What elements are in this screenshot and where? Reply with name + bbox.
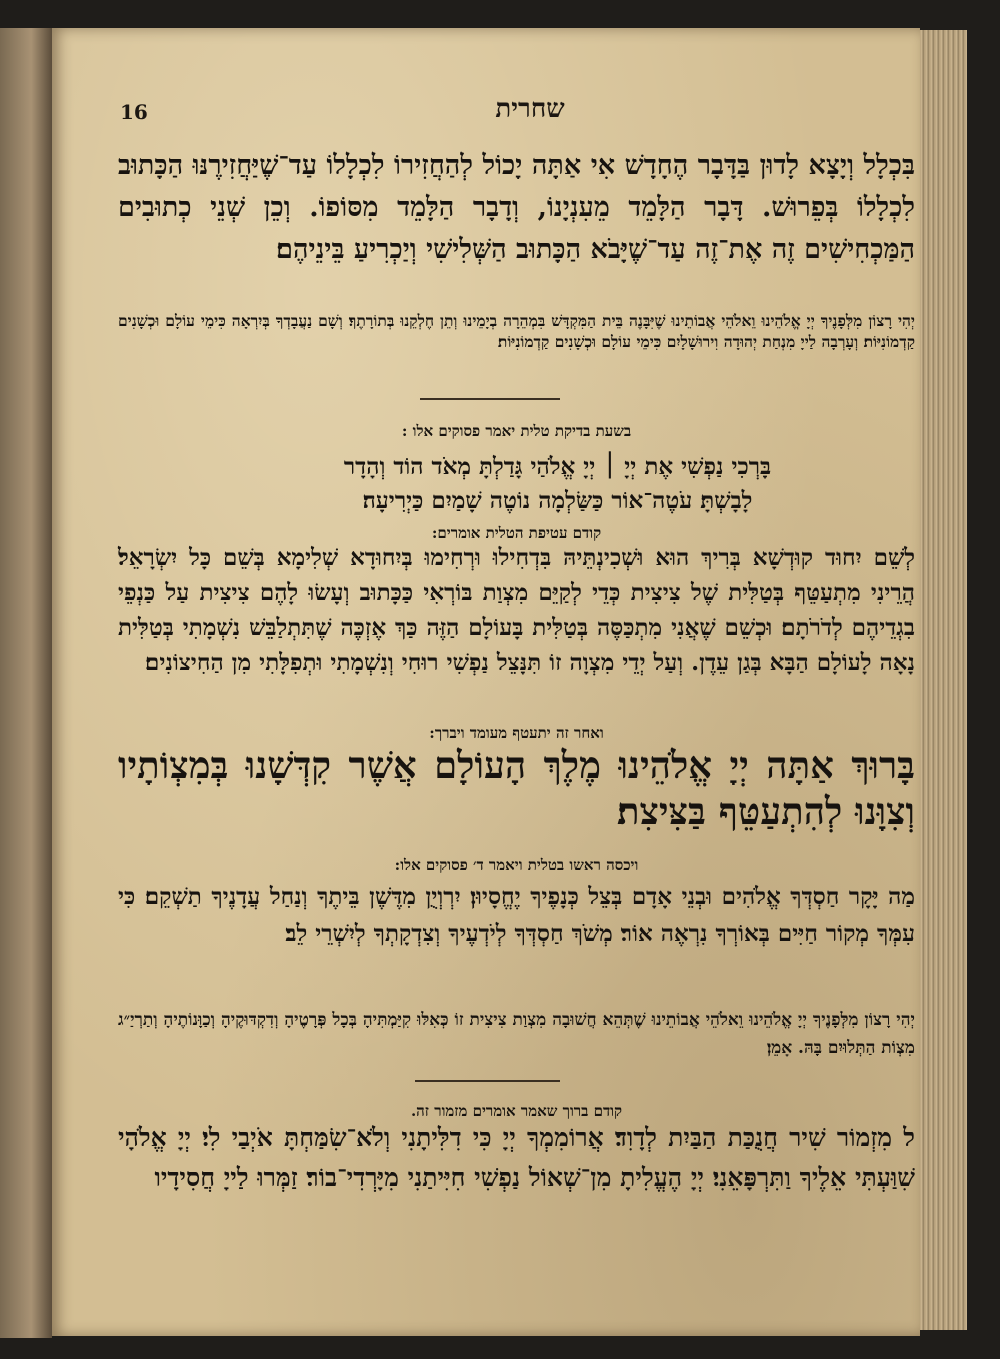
rubric-before-wrapping: קודם עטיפת הטלית אומרים:	[431, 524, 602, 542]
opening-paragraph: בִּכְלָל וְיָצָא לָדוּן בַּדָּבָר הֶחָדָשׁ אִי אַתָּה יָכוֹל לְהַחֲזִירוֹ לִכְלָלוֹ עַד־שֶׁיַּחֲזִירֶנּוּ הַכָּתוּב לִכְלָלוֹ בְּפֵרוּשׁ. דָּבָר הַלָּמֵד מֵעִנְיָנוֹ, וְדָבָר הַלָּמֵד מִסּוֹפוֹ. וְכֵן שְׁנֵי כְתוּבִים הַמַּכְחִישִׁים זֶה אֶת־זֶה עַד־שֶׁיָּבֹא הַכָּתוּב הַשְּׁלִישִׁי וְיַכְרִיעַ בֵּינֵיהֶם׃	[118, 150, 915, 265]
divider-rule-2	[415, 1080, 560, 1082]
tallit-blessing: בָּרוּךְ אַתָּה יְיָ אֱלֹהֵינוּ מֶלֶךְ הָעוֹלָם אֲשֶׁר קִדְּשָׁנוּ בְּמִצְוֹתָיו וְצִוָּנוּ לְהִתְעַטֵּף בַּצִּיצִת׃	[118, 743, 915, 833]
page-number: 16	[120, 100, 148, 124]
yehi-ratzon-tzitzit: יְהִי רָצוֹן מִלְּפָנֶיךָ יְיָ אֱלֹהֵינוּ וֵאלֹהֵי אֲבוֹתֵינוּ שֶׁתְּהֵא חֲשׁוּבָה מִצְוַת צִיצִית זוֹ כְּאִלּוּ קִיַּמְתִּיהָ בְּכָל פְּרָטֶיהָ וְדִקְדּוּקֶיהָ וְכַוָּנוֹתֶיהָ וְתַרְיַ״ג מִצְוֹת הַתְּלוּיִם בָּהּ. אָמֵן׃	[118, 1010, 915, 1058]
yehi-ratzon-temple: יְהִי רָצוֹן מִלְּפָנֶיךָ יְיָ אֱלֹהֵינוּ וֵאלֹהֵי אֲבוֹתֵינוּ שֶׁיִּבָּנֶה בֵּית הַמִּקְדָּשׁ בִּמְהֵרָה בְיָמֵינוּ וְתֵן חֶלְקֵנוּ בְּתוֹרָתֶךָ׃ וְשָׁם נַעֲבָדְךָ בְּיִרְאָה כִּימֵי עוֹלָם וּכְשָׁנִים קַדְמוֹנִיּוֹת׃ וְעָרְבָה לַייָ מִנְחַת יְהוּדָה וִירוּשָׁלָיִם כִּימֵי עוֹלָם וּכְשָׁנִים קַדְמוֹנִיּוֹת׃	[118, 311, 915, 351]
rubric-after-blessing: ויכסה ראשו בטלית ויאמר ד׳ פסוקים אלו:	[394, 856, 639, 874]
ma-yakar-paragraph: מַה יָּקָר חַסְדְּךָ אֱלֹהִים וּבְנֵי אָדָם בְּצֵל כְּנָפֶיךָ יֶחֱסָיוּן׃ יִרְוְיֻן מִדֶּשֶׁן בֵּיתֶךָ וְנַחַל עֲדָנֶיךָ תַשְׁקֵם׃ כִּי עִמְּךָ מְקוֹר חַיִּים בְּאוֹרְךָ נִרְאֶה אוֹר׃ מְשֹׁךְ חַסְדְּךָ לְיֹדְעֶיךָ וְצִדְקָתְךָ לְיִשְׁרֵי לֵב׃	[118, 883, 915, 947]
mizmor-shir-paragraph: ל מִזְמוֹר שִׁיר חֲנֻכַּת הַבַּיִת לְדָוִד׃ אֲרוֹמִמְךָ יְיָ כִּי דִלִּיתָנִי וְלֹא־שִׂמַּחְתָּ אֹיְבַי לִי׃ יְיָ אֱלֹהָי שִׁוַּעְתִּי אֵלֶיךָ וַתִּרְפָּאֵנִי׃ יְיָ הֶעֱלִיתָ מִן־שְׁאוֹל נַפְשִׁי חִיִּיתַנִי מִיָּרְדִי־בוֹר׃ זַמְּרוּ לַייָ חֲסִידָיו	[118, 1123, 915, 1192]
facing-page-edge	[0, 28, 52, 1338]
divider-rule	[420, 398, 560, 400]
running-head: שחרית	[495, 94, 565, 124]
page-header	[120, 94, 840, 134]
rubric-blessing: ואחר זה יתעטף מעומד ויברך:	[429, 724, 604, 742]
rubric-mizmor: קודם ברוך שאמר אומרים מזמור זה.	[410, 1102, 623, 1120]
psalm-verse-1: בָּרְכִי נַפְשִׁי אֶת יְיָ ׀ יְיָ אֱלֹהַי גָּדַלְתָּ מְאֹד הוֹד וְהָדָר	[343, 453, 772, 480]
psalm-verse-2: לָבָשְׁתָּ׃ עֹטֶה־אוֹר כַּשַּׂלְמָה נוֹטֶה שָׁמַיִם כַּיְרִיעָה׃	[362, 487, 753, 514]
rubric-tallit-check: בשעת בדיקת טלית יאמר פסוקים אלו :	[401, 422, 632, 440]
leshem-yichud-paragraph: לְשֵׁם יִחוּד קוּדְשָׁא בְּרִיךְ הוּא וּשְׁכִינְתֵּיהּ בִּדְחִילוּ וּרְחִימוּ בְּיִחוּדָא שְׁלִימָא בְּשֵׁם כָּל יִשְׂרָאֵל׃ הֲרֵינִי מִתְעַטֵּף בְּטַלִּית שֶׁל צִיצִית כְּדֵי לְקַיֵּם מִצְוַת בּוֹרְאִי כַּכָּתוּב וְעָשׂוּ לָהֶם צִיצִית עַל כַּנְפֵי בִגְדֵיהֶם לְדֹרֹתָם׃ וּכְשֵׁם שֶׁאֲנִי מִתְכַּסֶּה בְּטַלִּית בָּעוֹלָם הַזֶּה כַּךְ אֶזְכֶּה שֶׁתִּתְלַבֵּשׁ נִשְׁמָתִי בְּטַלִּית נָאָה לָעוֹלָם הַבָּא בְּגַן עֵדֶן. וְעַל יְדֵי מִצְוָה זוֹ תִּנָּצֵל נַפְשִׁי רוּחִי וְנִשְׁמָתִי וּתְפִלָּתִי מִן הַחִיצוֹנִים׃	[118, 544, 915, 676]
page-stack-edge	[915, 30, 967, 1330]
